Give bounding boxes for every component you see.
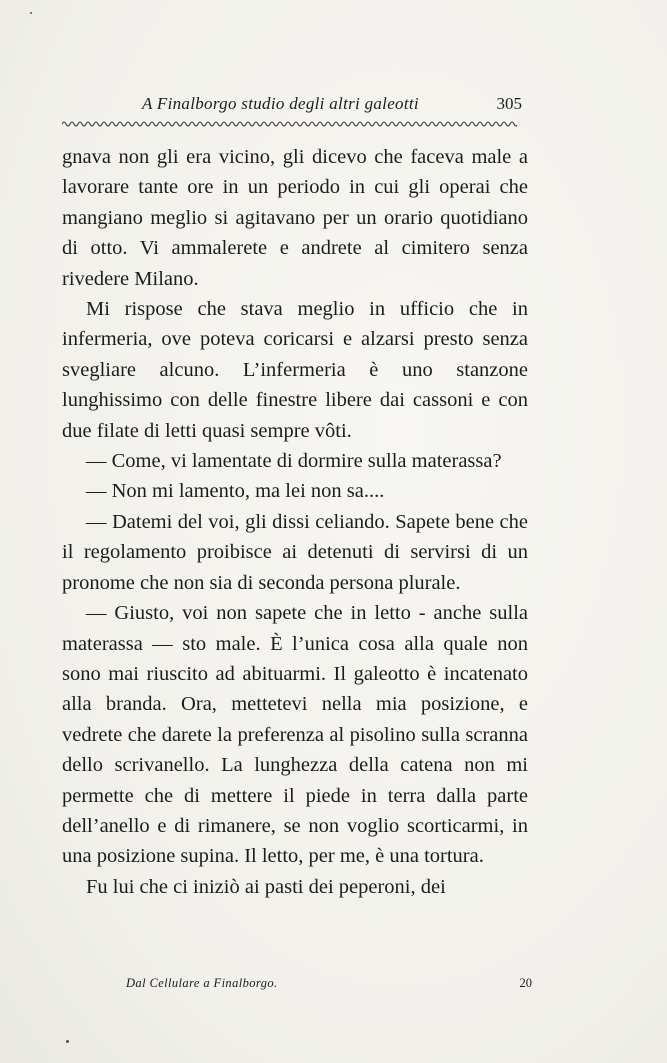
paragraph-continuation: gnava non gli era vicino, gli dicevo che faceva male a lavorare tante ore in un periodo in cui gli operai che mangiano meglio si agitavano per un orario quotidiano di otto. Vi ammalerete e andrete al cimitero senza rivedere Milano. [62, 146, 528, 290]
ink-speck [30, 12, 32, 14]
running-head [62, 94, 532, 120]
running-title: A Finalborgo studio degli altri galeotti [142, 94, 419, 113]
page-footer [62, 976, 532, 996]
ornamental-wavy-rule [62, 118, 517, 130]
page-number: 305 [496, 94, 522, 113]
dialogue-line: — Non mi lamento, ma lei non sa.... [86, 480, 385, 503]
dialogue-line: — Giusto, voi non sapete che in letto - anche sulla materassa — sto male. È l’unica cosa alla quale non sono mai riuscito ad abituarmi. Il galeotto è incatenato alla branda. Ora, mettetevi nella mia posizione, e vedrete che darete la preferenza al pisolino sulla scranna dello scrivanello. La lunghezza della catena non mi permette che di mettere il piede in terra dalla parte dell’anello e di rimanere, se non voglio scorticarmi, in una posizione supina. Il letto, per me, è una tortura. [62, 602, 528, 868]
paragraph: Fu lui che ci iniziò ai pasti dei peperoni, dei [86, 875, 446, 898]
ink-speck [66, 1040, 69, 1043]
signature-number: 20 [519, 976, 532, 990]
paragraph: Mi rispose che stava meglio in ufficio che in infermeria, ove poteva coricarsi e alzarsi presto senza svegliare alcuno. L’infermeria è uno stanzone lunghissimo con delle finestre libere dai cassoni e con due filate di letti quasi sempre vôti. [62, 298, 528, 442]
dialogue-line: — Datemi del voi, gli dissi celiando. Sapete bene che il regolamento proibisce ai detenuti di servirsi di un pronome che non sia di seconda persona plurale. [62, 510, 528, 594]
body-text [62, 142, 528, 902]
dialogue-line: — Come, vi lamentate di dormire sulla materassa? [86, 450, 502, 473]
signature-mark: Dal Cellulare a Finalborgo. [126, 976, 278, 990]
